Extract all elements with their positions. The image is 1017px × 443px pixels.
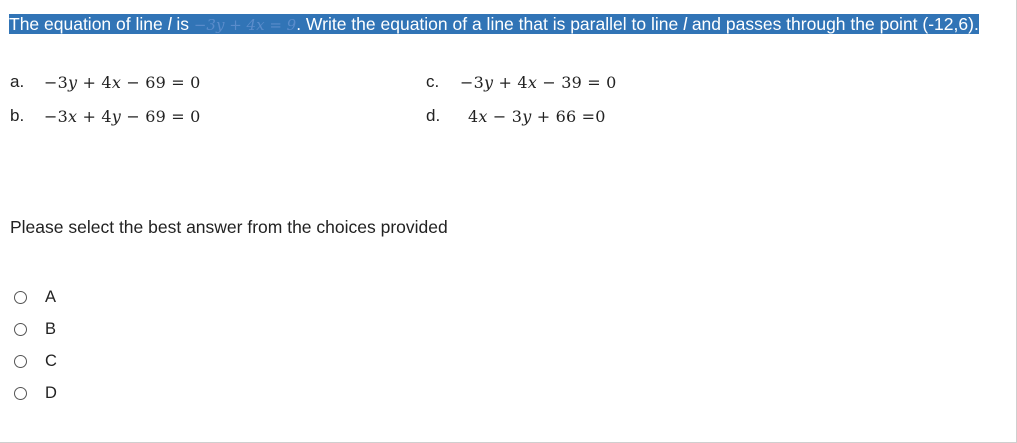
radio-option-a[interactable] — [14, 288, 56, 307]
choice-equation: −3y + 4x − 69 = 0 — [44, 72, 201, 92]
question-text — [9, 11, 999, 39]
choice-equation: −3y + 4x − 39 = 0 — [460, 72, 617, 92]
choice-d — [426, 106, 606, 126]
choice-equation: −3x + 4y − 69 = 0 — [44, 106, 201, 126]
choice-a — [10, 72, 201, 92]
line-equation: −3y + 4x = 9 — [193, 16, 297, 34]
radio-option-c[interactable] — [14, 352, 57, 371]
line-variable: l — [167, 14, 172, 34]
line-variable: l — [683, 14, 687, 34]
choice-letter: c. — [426, 72, 440, 91]
choice-c — [426, 72, 617, 92]
radio-label[interactable]: D — [45, 384, 57, 402]
choice-equation: 4x − 3y + 66 =0 — [468, 106, 606, 126]
question-part-1: The equation of line — [9, 14, 168, 34]
question-part-2: is — [171, 14, 194, 34]
choice-letter: d. — [426, 106, 441, 125]
question-part-3: . Write the equation of a line that is parallel to line — [296, 14, 684, 34]
question-part-4: and passes through the point (-12,6). — [686, 14, 979, 34]
radio-button[interactable] — [14, 291, 27, 304]
radio-option-d[interactable] — [14, 384, 57, 403]
answer-prompt: Please select the best answer from the choices provided — [10, 217, 448, 237]
choice-b — [10, 106, 201, 126]
radio-label[interactable]: A — [45, 288, 57, 306]
radio-label[interactable]: B — [45, 320, 57, 338]
radio-button[interactable] — [14, 355, 27, 368]
radio-option-b[interactable] — [14, 320, 56, 339]
radio-button[interactable] — [14, 323, 27, 336]
question-highlight — [9, 14, 979, 34]
radio-button[interactable] — [14, 387, 27, 400]
radio-label[interactable]: C — [45, 352, 57, 370]
choice-letter: a. — [10, 72, 25, 91]
choice-letter: b. — [10, 106, 25, 125]
